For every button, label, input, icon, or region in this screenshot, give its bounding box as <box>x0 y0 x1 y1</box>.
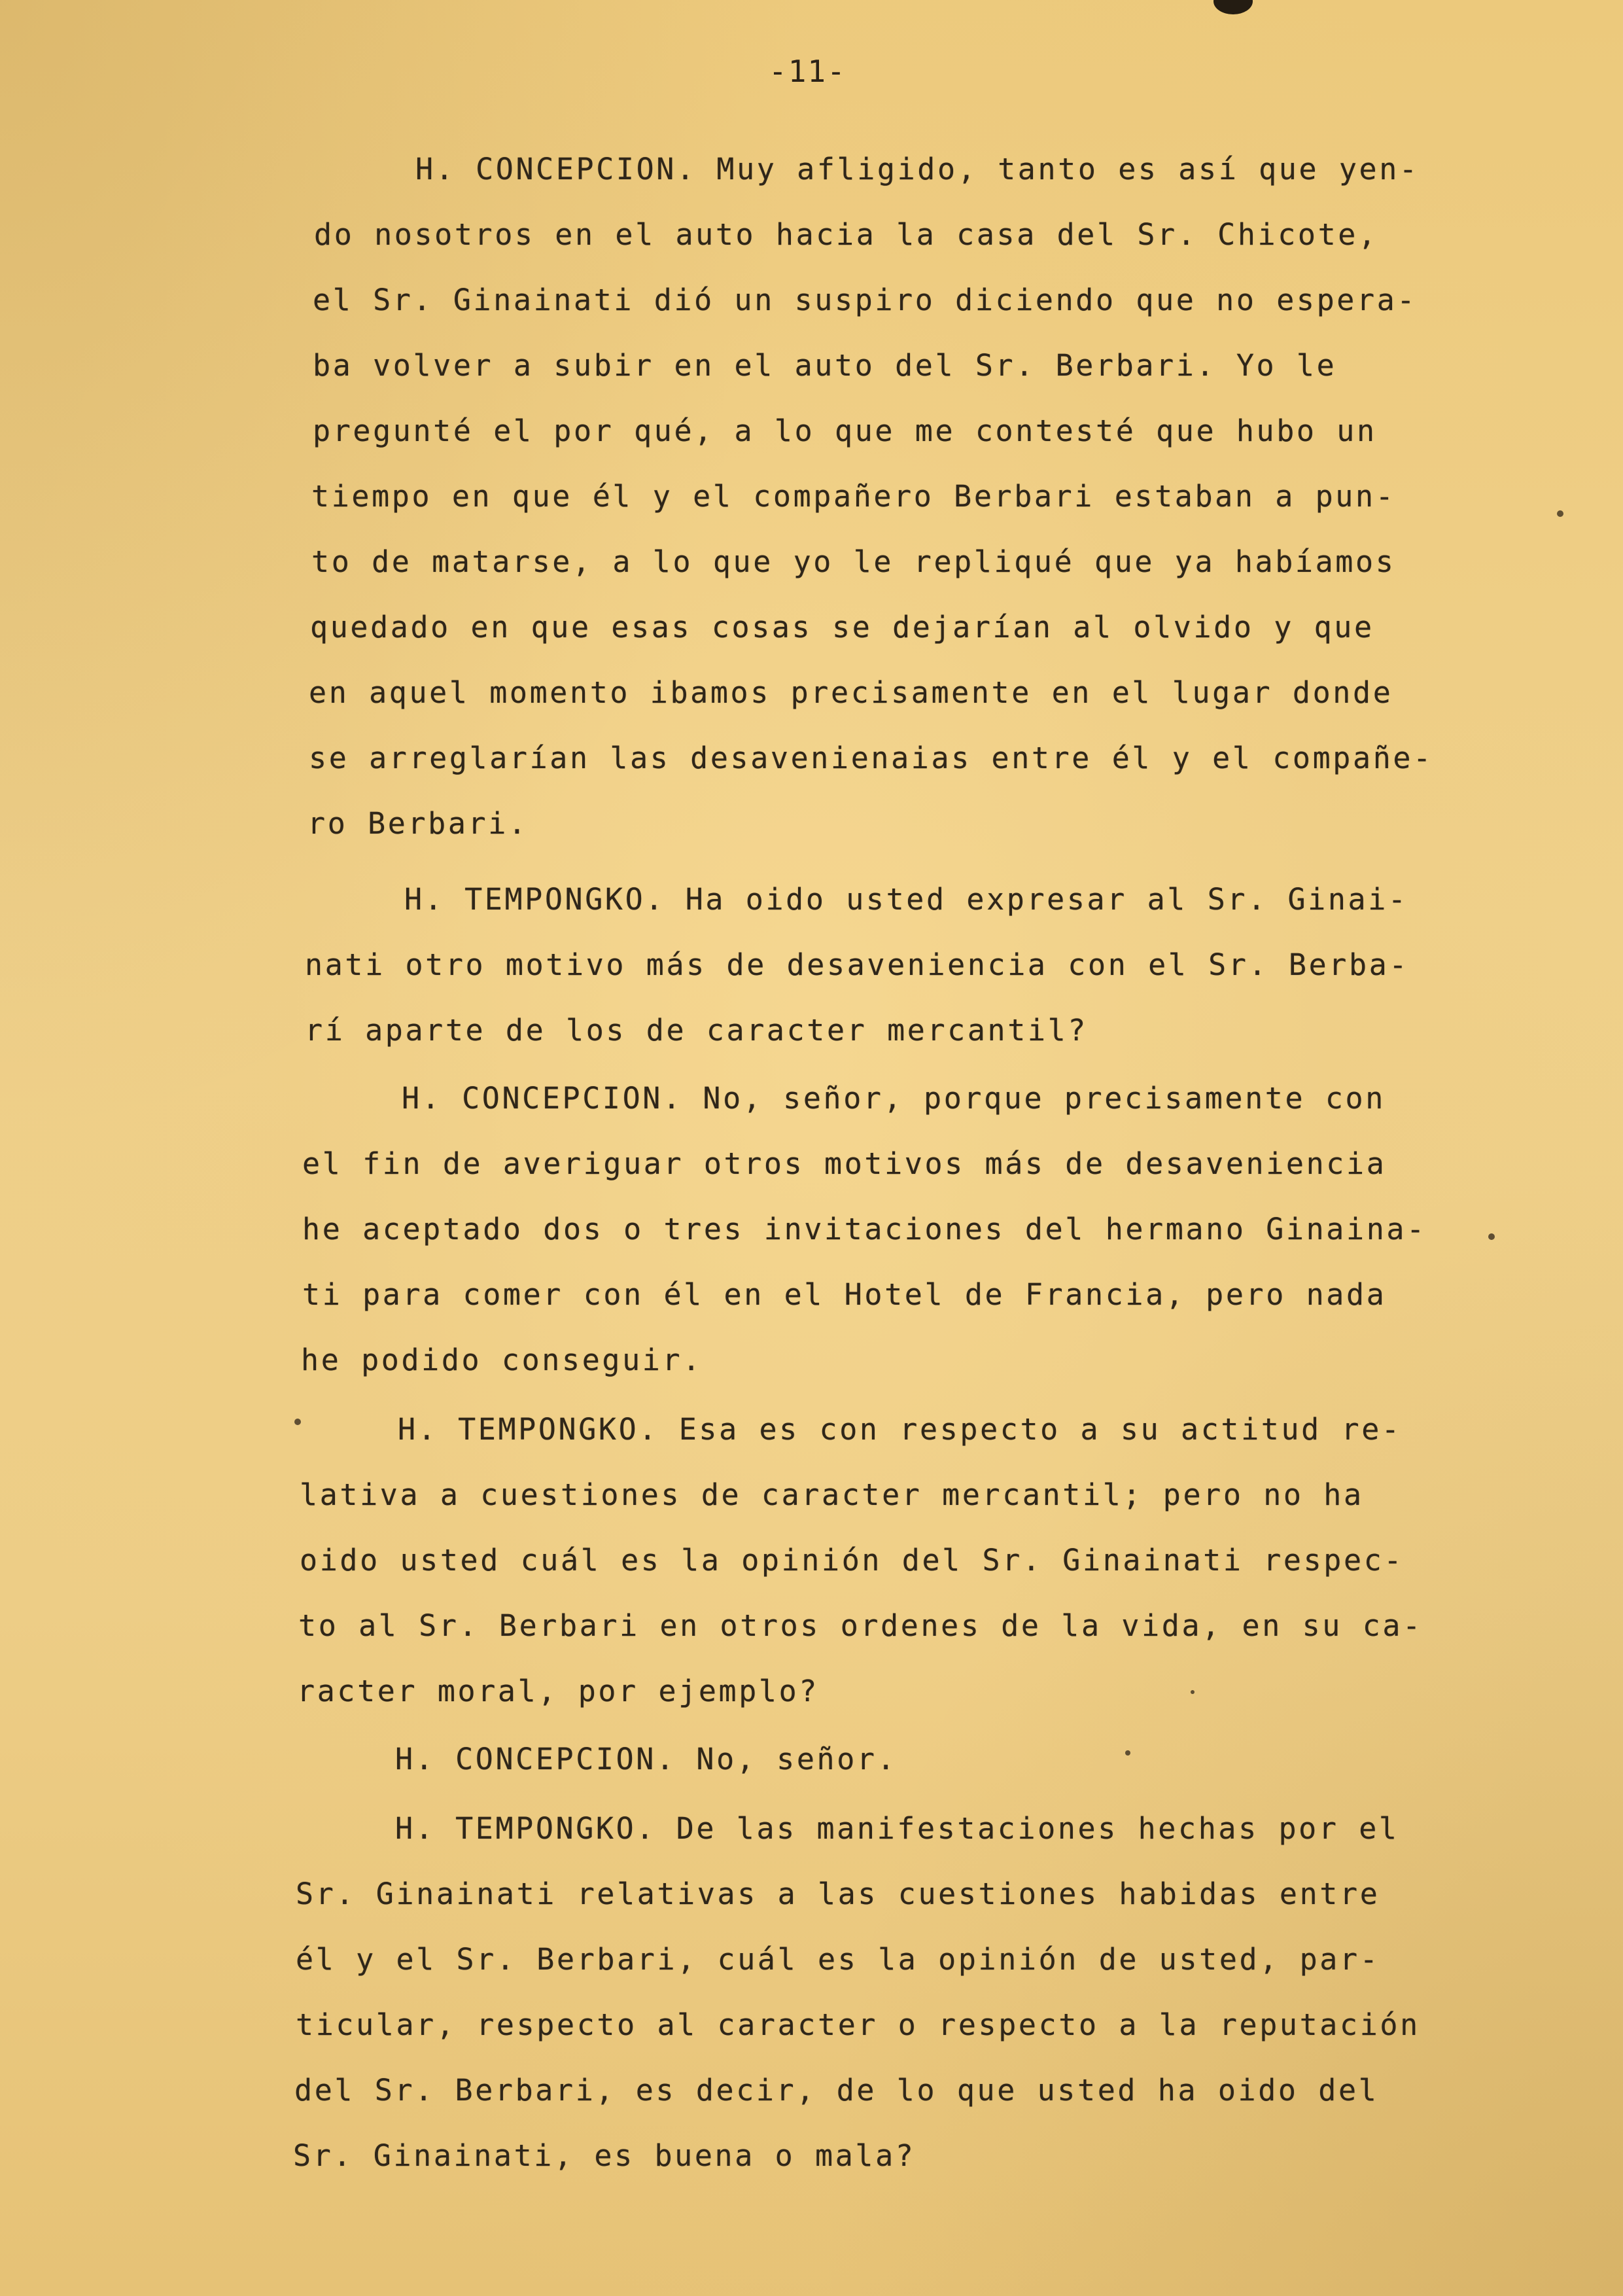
text-line: él y el Sr. Berbari, cuál es la opinión de usted, par- <box>296 1942 1380 1977</box>
text-line: H. TEMPONGKO. De las manifestaciones hechas por el <box>395 1811 1399 1846</box>
text-line: tiempo en que él y el compañero Berbari estaban a pun- <box>311 479 1396 514</box>
paper-speck <box>1125 1750 1130 1756</box>
paper-speck <box>294 1419 301 1425</box>
text-line: en aquel momento ibamos precisamente en el lugar donde <box>309 675 1393 710</box>
text-line: ba volver a subir en el auto del Sr. Berbari. Yo le <box>313 348 1337 383</box>
text-line: H. CONCEPCION. No, señor, porque precisamente con <box>402 1081 1386 1116</box>
text-line: se arreglarían las desavenienaias entre él y el compañe- <box>309 741 1433 775</box>
text-line: el Sr. Ginainati dió un suspiro diciendo que no espera- <box>313 283 1418 317</box>
paper-speck <box>1557 510 1563 517</box>
text-line: quedado en que esas cosas se dejarían al olvido y que <box>310 610 1374 645</box>
text-line: Sr. Ginainati relativas a las cuestiones habidas entre <box>296 1877 1380 1911</box>
page-number: -11- <box>769 54 846 89</box>
text-line: nati otro motivo más de desaveniencia con el Sr. Berba- <box>305 947 1410 982</box>
text-line: to al Sr. Berbari en otros ordenes de la vida, en su ca- <box>298 1608 1423 1643</box>
text-line: rí aparte de los de caracter mercantil? <box>305 1013 1088 1048</box>
text-line: to de matarse, a lo que yo le repliqué que ya habíamos <box>311 544 1396 579</box>
paper-speck <box>1488 1233 1495 1240</box>
text-line: he aceptado dos o tres invitaciones del hermano Ginaina- <box>302 1212 1427 1246</box>
text-line: he podido conseguir. <box>301 1343 703 1377</box>
text-line: H. TEMPONGKO. Esa es con respecto a su actitud re- <box>398 1412 1402 1447</box>
text-line: pregunté el por qué, a lo que me contesté que hubo un <box>313 414 1377 448</box>
text-line: H. CONCEPCION. No, señor. <box>395 1742 898 1776</box>
text-line: do nosotros en el auto hacia la casa del Sr. Chicote, <box>314 217 1378 252</box>
text-line: ro Berbari. <box>307 806 529 841</box>
text-line: oido usted cuál es la opinión del Sr. Ginainati respec- <box>300 1543 1405 1578</box>
text-line: ti para comer con él en el Hotel de Francia, pero nada <box>302 1277 1387 1312</box>
paper-speck <box>1191 1690 1195 1694</box>
text-line: del Sr. Berbari, es decir, de lo que usted ha oido del <box>294 2073 1379 2108</box>
text-line: racter moral, por ejemplo? <box>297 1674 819 1708</box>
ink-blot <box>1213 0 1253 14</box>
text-line: el fin de averiguar otros motivos más de desaveniencia <box>302 1146 1387 1181</box>
text-line: ticular, respecto al caracter o respecto a la reputación <box>296 2007 1420 2042</box>
text-line: lativa a cuestiones de caracter mercantil; pero no ha <box>300 1477 1364 1512</box>
text-line: H. CONCEPCION. Muy afligido, tanto es así que yen- <box>415 152 1420 186</box>
text-line: Sr. Ginainati, es buena o mala? <box>293 2138 916 2173</box>
text-line: H. TEMPONGKO. Ha oido usted expresar al Sr. Ginai- <box>404 882 1408 917</box>
